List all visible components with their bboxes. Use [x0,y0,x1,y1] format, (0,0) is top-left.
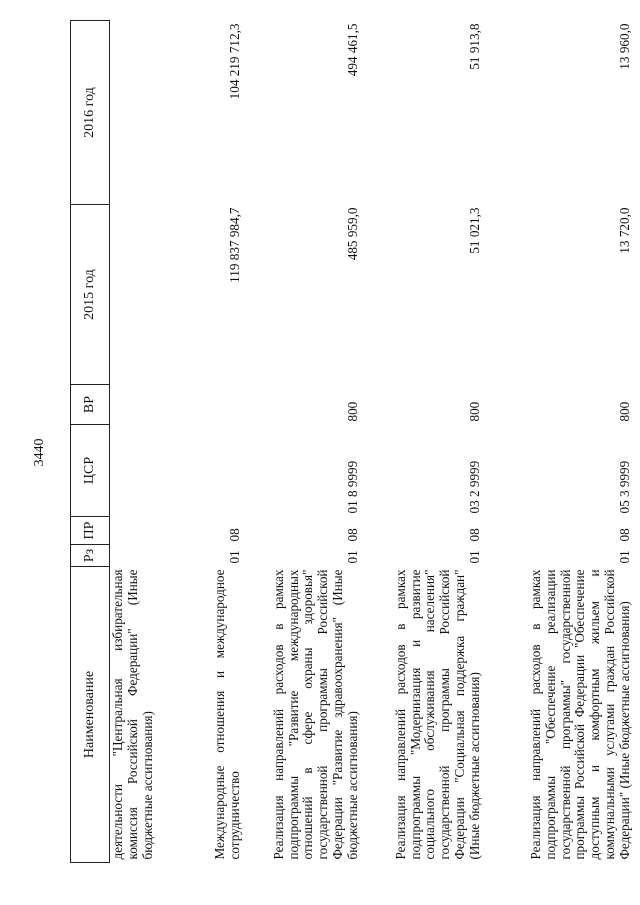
header-2015: 2015 год [71,205,110,385]
row-rz: 01 [344,550,360,564]
row-2015 [110,205,196,385]
row-2015: 485 959,0 [344,207,360,261]
row-name: Международные отношения и международное сотрудничество [211,569,242,860]
row-csr: 05 3 9999 [616,460,632,514]
row-pr: 08 [226,528,242,542]
row-rz: 01 [466,550,482,564]
row-pr: 08 [466,528,482,542]
table-row [110,21,196,863]
header-csr: ЦСР [71,425,110,517]
row-pr: 08 [344,528,360,542]
row-csr: 03 2 9999 [466,460,482,514]
row-name: деятельности "Центральная избирательная комиссия Российской Федерации" (Иные бюджетные ассигнования) [110,569,155,860]
row-csr: 01 8 9999 [344,460,360,514]
row-csr [110,425,196,517]
header-vr: ВР [71,385,110,425]
header-name: Наименование [71,567,110,863]
row-2016: 494 461,5 [344,23,360,77]
table-row [486,21,636,863]
row-2016: 104 219 712,3 [226,23,242,100]
row-name: Реализация направлений расходов в рамках подпрограммы "Обеспечение реализации государственной программы" государственной программы Российской Федерации "Обеспечение доступным и комфортным жильем и коммунальными услугами граждан Российской Федерации" (Иные бюджетные ассигнования) [528,569,632,860]
row-2016 [110,21,196,205]
row-pr [110,517,196,545]
header-rz: Рз [71,545,110,567]
row-2015: 51 021,3 [466,207,482,254]
row-2016: 13 960,0 [616,23,632,70]
table-row [246,21,364,863]
row-2015: 13 720,0 [616,207,632,254]
budget-table [70,20,636,863]
row-2015: 119 837 984,7 [226,207,242,283]
header-2016: 2016 год [71,21,110,205]
row-rz [110,545,196,567]
row-vr: 800 [344,401,360,422]
row-name: Реализация направлений расходов в рамках подпрограммы "Модернизация и развитие социального обслуживания населения" государственной программы Российской Федерации "Социальная поддержка граждан" (Иные бюджетные ассигнования) [392,569,482,860]
row-vr [110,385,196,425]
row-2016: 51 913,8 [466,23,482,70]
row-csr [196,425,246,517]
table-header-row [71,21,110,863]
row-vr [196,385,246,425]
page-number: 3440 [32,438,47,467]
header-pr: ПР [71,517,110,545]
row-pr: 08 [616,528,632,542]
row-name: Реализация направлений расходов в рамках подпрограммы "Развитие международных отношений в сфере охраны здоровья" государственной программы Российской Федерации "Развитие здравоохранения" (Иные бюджетные ассигнования) [270,569,360,860]
table-row [364,21,486,863]
row-vr: 800 [466,401,482,422]
row-rz: 01 [616,550,632,564]
row-vr: 800 [616,401,632,422]
row-rz: 01 [226,550,242,564]
table-row [196,21,246,863]
